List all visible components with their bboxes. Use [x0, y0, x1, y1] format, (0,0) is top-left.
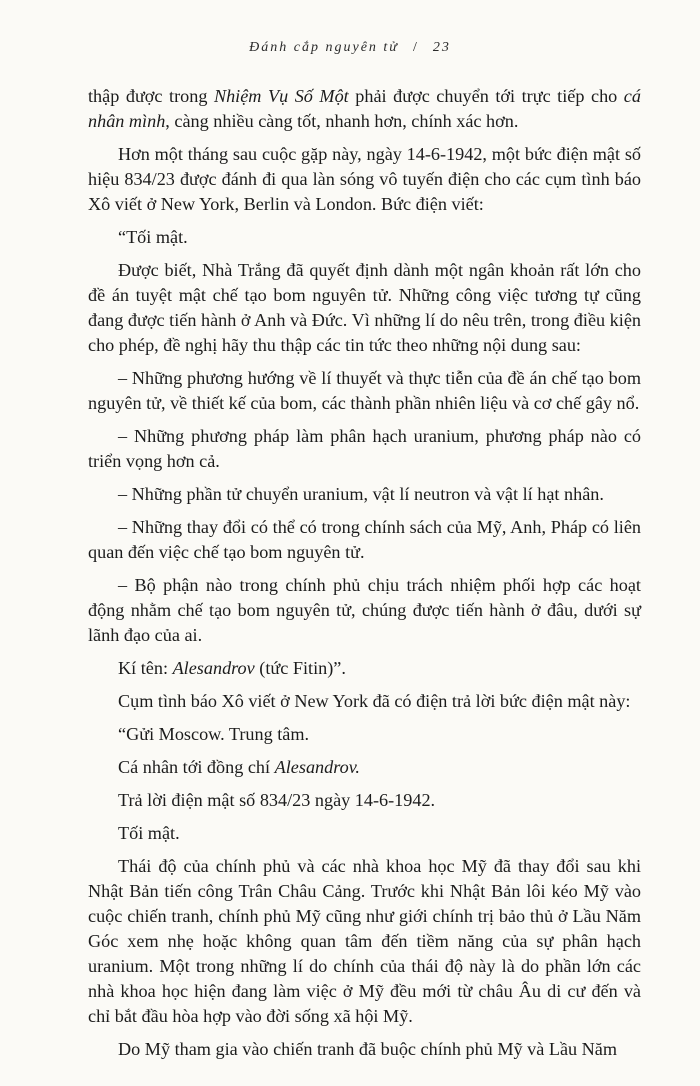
paragraph-text: phải được chuyển tới trực tiếp cho	[348, 86, 624, 106]
paragraph	[88, 788, 641, 813]
paragraph-text: , càng nhiều càng tốt, nhanh hơn, chính xác hơn.	[165, 111, 519, 131]
paragraph-text: Trả lời điện mật số 834/23 ngày 14-6-1942.	[118, 790, 436, 810]
paragraph-text: “Gửi Moscow. Trung tâm.	[118, 724, 310, 744]
paragraph	[88, 258, 641, 358]
paragraph-text: Hơn một tháng sau cuộc gặp này, ngày 14-6-1942, một bức điện mật số hiệu 834/23 được đánh đi qua làn sóng vô tuyến điện cho các cụm tình báo Xô viết ở New York, Berlin và London. Bức điện viết:	[88, 144, 641, 214]
paragraph	[88, 424, 641, 474]
paragraph	[88, 755, 641, 780]
paragraph-text: Do Mỹ tham gia vào chiến tranh đã buộc chính phủ Mỹ và Lầu Năm	[118, 1039, 618, 1059]
paragraph-text: Cá nhân tới đồng chí	[118, 757, 275, 777]
paragraph	[88, 854, 641, 1029]
page-number: 23	[432, 40, 451, 55]
paragraph-text: – Những phương hướng về lí thuyết và thực tiễn của đề án chế tạo bom nguyên tử, về thiết kế của bom, các thành phần nhiên liệu và cơ chế gây nổ.	[88, 368, 641, 413]
paragraph-text: “Tối mật.	[118, 227, 188, 247]
paragraph	[88, 573, 641, 648]
paragraph-text: Cụm tình báo Xô viết ở New York đã có điện trả lời bức điện mật này:	[118, 691, 631, 711]
paragraph	[88, 142, 641, 217]
paragraph	[88, 366, 641, 416]
paragraph-text: Kí tên:	[118, 658, 173, 678]
paragraph-text: – Những phương pháp làm phân hạch uranium, phương pháp nào có triển vọng hơn cả.	[88, 426, 641, 471]
paragraph-text: – Bộ phận nào trong chính phủ chịu trách nhiệm phối hợp các hoạt động nhằm chế tạo bom nguyên tử, chúng được tiến hành ở đâu, dưới sự lãnh đạo của ai.	[88, 575, 641, 645]
page-body	[88, 84, 641, 1070]
paragraph-text: Tối mật.	[118, 823, 180, 843]
paragraph-text: thập được trong	[88, 86, 214, 106]
italic-text: Alesandrov	[172, 658, 255, 678]
running-header	[0, 40, 700, 56]
paragraph-text: – Những phần tử chuyển uranium, vật lí neutron và vật lí hạt nhân.	[118, 484, 604, 504]
italic-text: Nhiệm Vụ Số Một	[213, 86, 349, 106]
running-header-separator: /	[412, 40, 419, 55]
paragraph-text: Được biết, Nhà Trắng đã quyết định dành một ngân khoản rất lớn cho đề án tuyệt mật chế tạo bom nguyên tử. Những công việc tương tự cũng đang được tiến hành ở Anh và Đức. Vì những lí do nêu trên, trong điều kiện cho phép, đề nghị hãy thu thập các tin tức theo những nội dung sau:	[88, 260, 641, 355]
paragraph	[88, 482, 641, 507]
paragraph-text: Thái độ của chính phủ và các nhà khoa học Mỹ đã thay đổi sau khi Nhật Bản tiến công Trân Châu Cảng. Trước khi Nhật Bản lôi kéo Mỹ vào cuộc chiến tranh, chính phủ Mỹ cũng như giới chính trị bảo thủ ở Lầu Năm Góc xem nhẹ hoặc không quan tâm đến tiềm năng của sự phân hạch uranium. Một trong những lí do chính của thái độ này là do phần lớn các nhà khoa học hiện đang làm việc ở Mỹ đều mới từ châu Âu di cư đến và chỉ bắt đầu hòa hợp vào đời sống xã hội Mỹ.	[88, 856, 641, 1026]
paragraph	[88, 84, 641, 134]
paragraph	[88, 656, 641, 681]
italic-text: Alesandrov.	[274, 757, 360, 777]
paragraph	[88, 515, 641, 565]
paragraph	[88, 1037, 641, 1062]
paragraph	[88, 225, 641, 250]
paragraph	[88, 821, 641, 846]
paragraph	[88, 722, 641, 747]
paragraph	[88, 689, 641, 714]
italic-text: cá nhân mình	[88, 86, 641, 131]
paragraph-text: (tức Fitin)”.	[254, 658, 346, 678]
paragraph-text: – Những thay đổi có thể có trong chính sách của Mỹ, Anh, Pháp có liên quan đến việc chế tạo bom nguyên tử.	[88, 517, 641, 562]
running-header-title: Đánh cắp nguyên tử	[249, 40, 399, 55]
